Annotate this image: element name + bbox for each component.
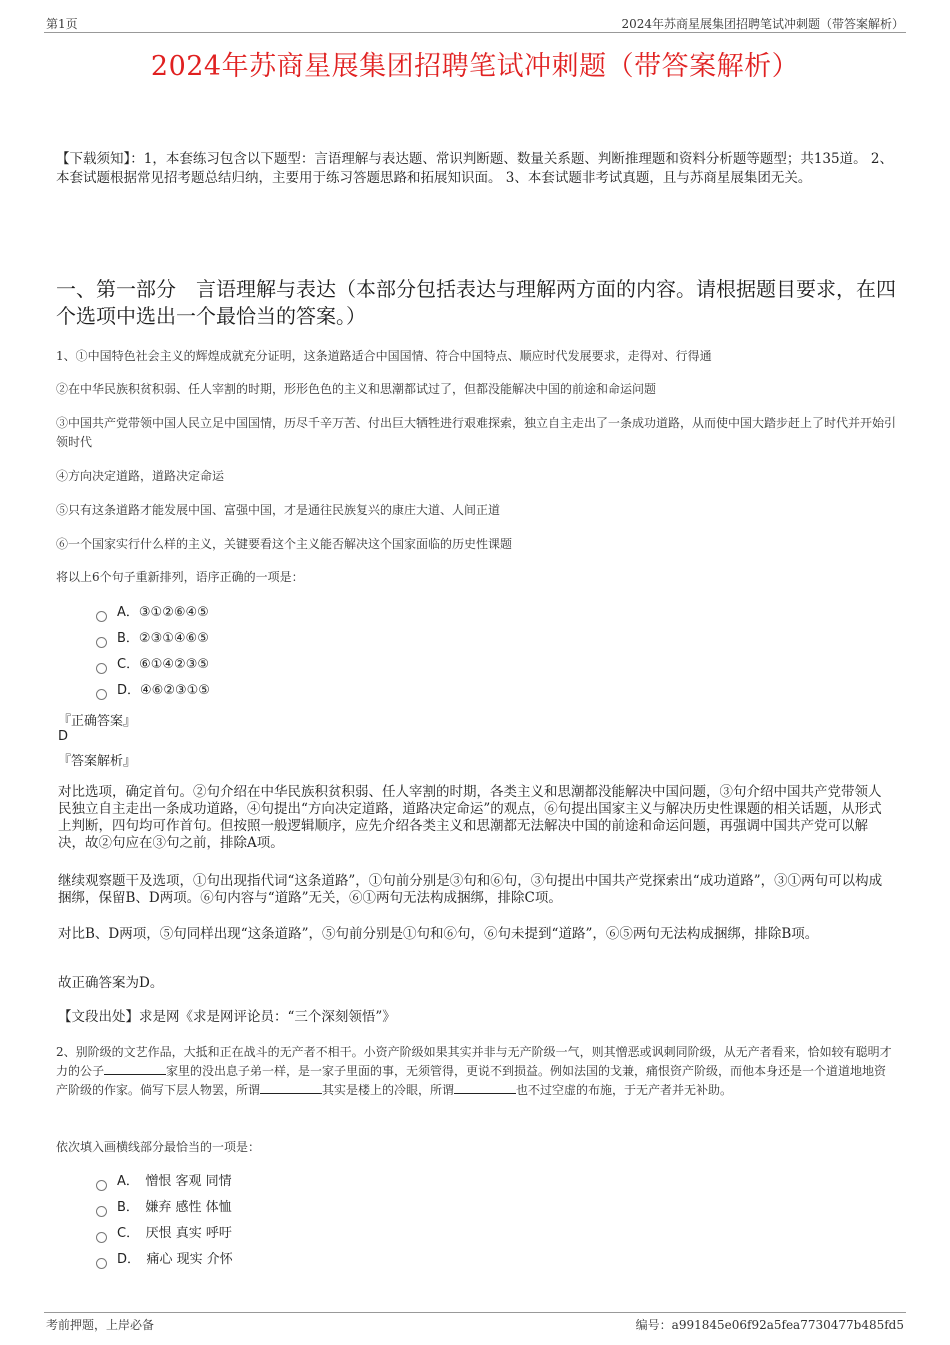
q2-option-c[interactable] xyxy=(96,1221,233,1247)
option-label: B． 嫌弃 感性 体恤 xyxy=(117,1200,232,1215)
blank-line xyxy=(104,1062,166,1075)
q1-analysis-conclusion: 故正确答案为D。 xyxy=(58,975,164,991)
q1-source: 【文段出处】求是网《求是网评论员：“三个深刻领悟”》 xyxy=(58,1009,396,1025)
q1-option-a[interactable] xyxy=(96,600,210,626)
option-label: D．④⑥②③①⑤ xyxy=(117,683,210,698)
q1-sentence-5: ⑤只有这条道路才能发展中国、富强中国，才是通往民族复兴的康庄大道、人间正道 xyxy=(56,503,501,517)
blank-line xyxy=(260,1081,322,1094)
q1-answer-value: D xyxy=(58,729,69,744)
option-label: A． 憎恨 客观 同情 xyxy=(117,1174,232,1189)
blank-line xyxy=(454,1081,516,1094)
q1-analysis-paragraph-1: 对比选项，确定首句。②句介绍在中华民族积贫积弱、任人宰割的时期，各类主义和思潮都没能解决中国问题，③句介绍中国共产党带领人民独立自主走出一条成功道路，④句提出“方向决定道路，道路决定命运”的观点，⑥句提出国家主义与解决历史性课题的相关话题，从形式上判断，四句均可作首句。但按照一般逻辑顺序，应先介绍各类主义和思潮都无法解决中国的前途和命运问题，再强调中国共产党可以解决，故②句应在③句之前，排除A项。 xyxy=(58,784,882,851)
document-title: 2024年苏商星展集团招聘笔试冲刺题（带答案解析） xyxy=(150,51,800,82)
q2-options xyxy=(96,1169,233,1273)
q1-sentence-6: ⑥一个国家实行什么样的主义，关键要看这个主义能否解决这个国家面临的历史性课题 xyxy=(56,537,513,551)
q2-text-part-3: 其实是楼上的冷眼，所谓 xyxy=(322,1083,455,1097)
footer-serial-number: 编号：a991845e06f92a5fea7730477b485fd5 xyxy=(635,1318,904,1332)
option-label: A．③①②⑥④⑤ xyxy=(117,605,209,620)
q1-analysis-label: 『答案解析』 xyxy=(58,754,137,769)
q2-option-a[interactable] xyxy=(96,1169,233,1195)
radio-icon[interactable] xyxy=(96,611,107,622)
radio-icon[interactable] xyxy=(96,637,107,648)
radio-icon[interactable] xyxy=(96,1232,107,1243)
q1-option-d[interactable] xyxy=(96,678,210,704)
radio-icon[interactable] xyxy=(96,663,107,674)
q1-prompt: 将以上6个句子重新排列，语序正确的一项是： xyxy=(56,570,304,584)
q2-text-part-2: 家里的没出息子弟一样，是一家子里面的事，无须管得，更说不到损益。例如法国的戈兼，痛恨资产阶级，而他本身还是一个道道地地资产阶级的作家。倘写下层人物罢，所谓 xyxy=(56,1064,887,1097)
q1-answer-label: 『正确答案』 xyxy=(58,714,137,729)
q1-sentence-4: ④方向决定道路，道路决定命运 xyxy=(56,469,225,483)
option-label: B．②③①④⑥⑤ xyxy=(117,631,209,646)
q1-analysis-paragraph-3: 对比B、D两项，⑤句同样出现“这条道路”，⑤句前分别是①句和⑥句，⑥句未提到“道路”，⑥⑤两句无法构成捆绑，排除B项。 xyxy=(58,926,819,942)
q1-sentence-3: ③中国共产党带领中国人民立足中国国情，历尽千辛万苦、付出巨大牺牲进行艰难探索，独立自主走出了一条成功道路，从而使中国大踏步赶上了时代并开始引领时代 xyxy=(56,416,897,449)
radio-icon[interactable] xyxy=(96,1180,107,1191)
section-heading: 一、第一部分 言语理解与表达（本部分包括表达与理解两方面的内容。请根据题目要求，在四个选项中选出一个最恰当的答案。） xyxy=(56,277,896,328)
radio-icon[interactable] xyxy=(96,1258,107,1269)
page-footer xyxy=(44,1312,906,1333)
q2-passage xyxy=(56,1043,896,1100)
q1-option-b[interactable] xyxy=(96,626,210,652)
header-doc-name: 2024年苏商星展集团招聘笔试冲刺题（带答案解析） xyxy=(621,17,904,31)
radio-icon[interactable] xyxy=(96,1206,107,1217)
radio-icon[interactable] xyxy=(96,689,107,700)
footer-slogan: 考前押题，上岸必备 xyxy=(46,1318,155,1332)
q1-options xyxy=(96,600,210,704)
q2-prompt: 依次填入画横线部分最恰当的一项是： xyxy=(56,1140,261,1154)
page-number: 第1页 xyxy=(46,17,78,31)
page-header xyxy=(44,12,906,33)
option-label: C．⑥①④②③⑤ xyxy=(117,657,210,672)
q2-option-d[interactable] xyxy=(96,1247,233,1273)
q2-text-part-4: 也不过空虚的布施，于无产者并无补助。 xyxy=(516,1083,733,1097)
q1-analysis-paragraph-2: 继续观察题干及选项，①句出现指代词“这条道路”，①句前分别是③句和⑥句，③句提出中国共产党探索出“成功道路”，③①两句可以构成捆绑，保留B、D两项。⑥句内容与“道路”无关，⑥①两句无法构成捆绑，排除C项。 xyxy=(58,873,883,906)
option-label: D． 痛心 现实 介怀 xyxy=(117,1252,233,1267)
q1-option-c[interactable] xyxy=(96,652,210,678)
q2-text-part-1: 2、别阶级的文艺作品，大抵和正在战斗的无产者不相干。小资产阶级如果其实并非与无产阶级一气，则其憎恶或讽刺同阶级，从无产者看来，恰如较有聪明才力的公子 xyxy=(56,1045,892,1078)
download-notice: 【下载须知】：1，本套练习包含以下题型：言语理解与表达题、常识判断题、数量关系题、判断推理题和资料分析题等题型；共135道。 2、本套试题根据常见招考题总结归纳，主要用于练习答题思路和拓展知识面。 3、本套试题非考试真题，且与苏商星展集团无关。 xyxy=(56,151,893,186)
option-label: C． 厌恨 真实 呼吁 xyxy=(117,1226,232,1241)
q2-option-b[interactable] xyxy=(96,1195,233,1221)
q1-sentence-1: 1、①中国特色社会主义的辉煌成就充分证明，这条道路适合中国国情、符合中国特点、顺应时代发展要求，走得对、行得通 xyxy=(56,349,712,363)
q1-sentence-2: ②在中华民族积贫积弱、任人宰割的时期，形形色色的主义和思潮都试过了，但都没能解决中国的前途和命运问题 xyxy=(56,382,657,396)
